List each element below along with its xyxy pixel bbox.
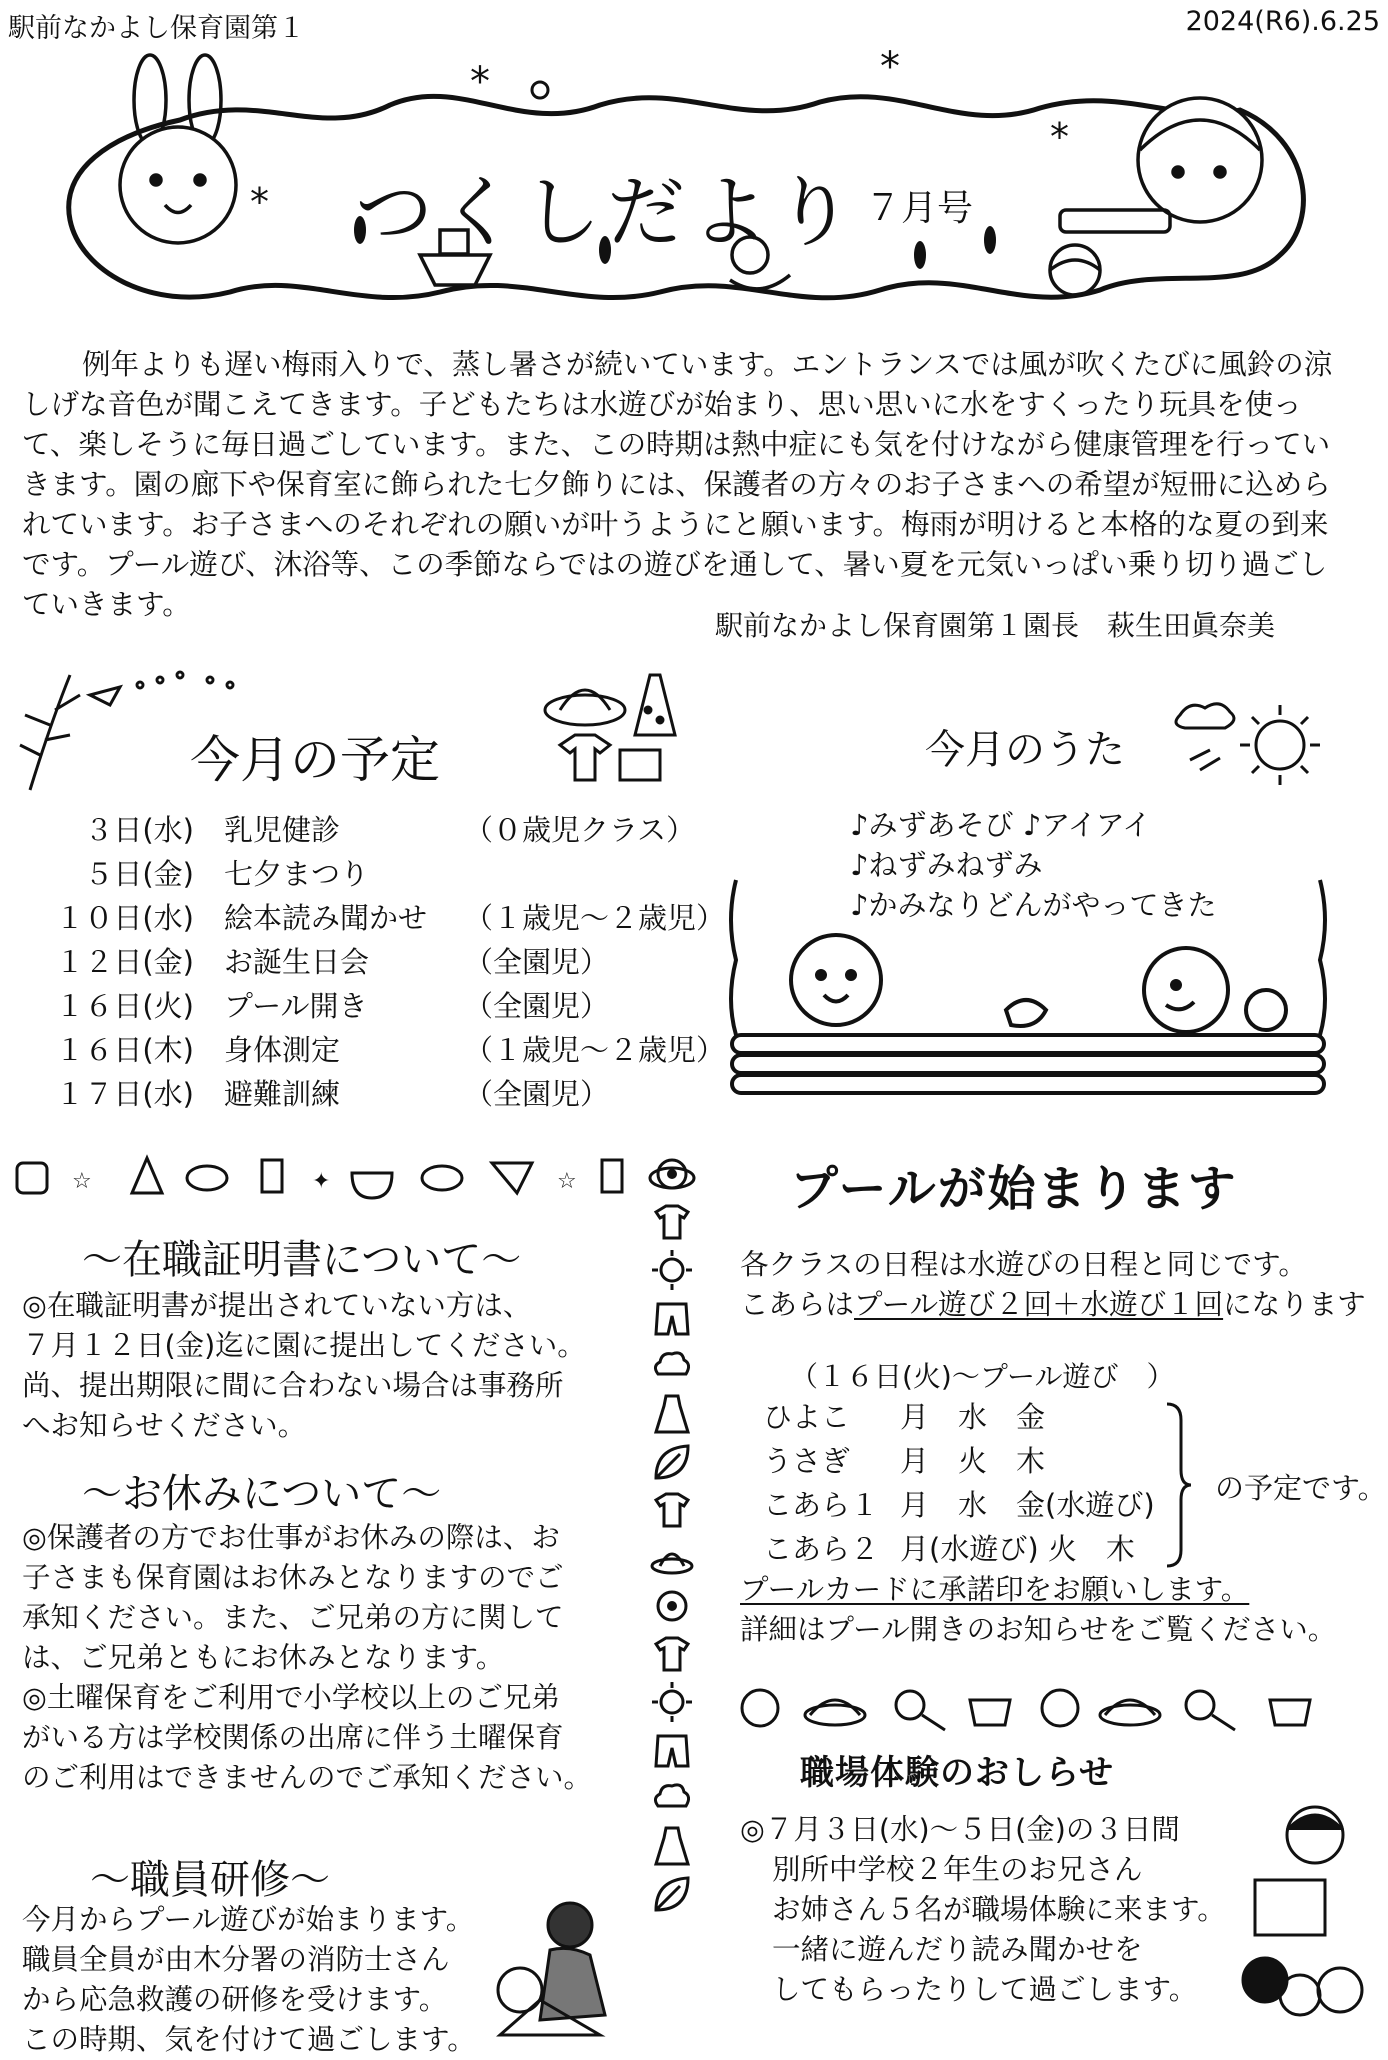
pool-illustration [726, 860, 1330, 1100]
shorts-icon [650, 1728, 694, 1772]
song-item: ♪ねずみねずみ [850, 848, 1043, 882]
decorative-border-icons [12, 1148, 702, 1208]
schedule-table [24, 808, 725, 1116]
schedule-row: １７日(水) 避難訓練 （全園児） [55, 1077, 610, 1111]
pool-intro: 各クラスの日程は水遊びの日程と同じです。 こあらはプール遊び２回＋水遊び１回になります [740, 1248, 1366, 1321]
song-item: ♪かみなりどんがやってきた [850, 888, 1217, 922]
training-heading: ～職員研修～ [90, 1857, 330, 1903]
child-waterplay-illustration [1060, 98, 1262, 232]
principal-signature: 駅前なかよし保育園第１園長 萩生田眞奈美 [715, 609, 1276, 642]
flower-icon [650, 1152, 694, 1196]
students-illustration [1225, 1800, 1375, 2030]
work-experience-body: ◎７月３日(水)～５日(金)の３日間 別所中学校２年生のお兄さん お姉さん５名が職場体験に来ます。 一緒に遊んだり読み聞かせを してもらったりして過ごします。 [740, 1813, 1226, 2006]
schedule-heading: 今月の予定 [190, 731, 440, 789]
schedule-row: １０日(水) 絵本読み聞かせ （１歳児～２歳児） [55, 901, 726, 935]
sun-small-icon [650, 1248, 694, 1292]
training-body: 今月からプール遊びが始まります。 職員全員が由木分署の消防士さん から応急救護の研修を受けます。 この時期、気を付けて過ごします。 [22, 1903, 476, 2056]
first-aid-illustration [480, 1895, 630, 2045]
pool-schedule-title: （１６日(火)～プール遊び ） [790, 1360, 1175, 1393]
summer-clothes-icon [540, 665, 690, 785]
schedule-row: １６日(火) プール開き （全園児） [55, 989, 610, 1023]
songs-heading: 今月のうた [925, 727, 1125, 773]
shirt-icon [650, 1488, 694, 1532]
schedule-row: ３日(水) 乳児健診 （０歳児クラス） [84, 813, 696, 847]
intro-paragraph: 例年よりも遅い梅雨入りで、蒸し暑さが続いています。エントランスでは風が吹くたびに風鈴の涼しげな音色が聞こえてきます。子どもたちは水遊びが始まり、思い思いに水をすくったり玩具を使って、楽しそうに毎日過ごしています。また、この時期は熱中症にも気を付けながら健康管理を行っていきます。園の廊下や保育室に飾られた七夕飾りには、保護者の方々のお子さまへの希望が短冊に込められています。お子さまへのそれぞれの願いが叶うようにと願います。梅雨が明けると本格的な夏の到来です。プール遊び、沐浴等、この季節ならではの遊びを通して、暑い夏を元気いっぱい乗り切り過ごしていきます。 [22, 348, 1333, 621]
pool-row: こあら１ 月 水 金(水遊び) [763, 1488, 1155, 1522]
decorative-hats-row [730, 1680, 1370, 1735]
sun-small-icon [650, 1680, 694, 1724]
cloud-icon [650, 1776, 694, 1820]
leaf-icon [650, 1872, 694, 1916]
schedule-row: １２日(金) お誕生日会 （全園児） [55, 945, 610, 979]
tshirt-icon [650, 1632, 694, 1676]
pool-class-schedule [763, 1395, 1167, 1571]
dress-icon [650, 1824, 694, 1868]
pool-row: ひよこ 月 水 金 [763, 1400, 1046, 1434]
rabbit-illustration [120, 55, 236, 243]
flower-icon [650, 1584, 694, 1628]
hat-icon [650, 1536, 694, 1580]
issue-number: ７月号 [865, 188, 974, 229]
svg-text:✦: ✦ [312, 1169, 331, 1194]
org-name: 駅前なかよし保育園第１ [8, 13, 305, 44]
absence-heading: ～お休みについて～ [82, 1471, 442, 1517]
svg-text:*: * [880, 44, 900, 90]
svg-text:*: * [250, 180, 269, 224]
employment-heading: ～在職証明書について～ [82, 1237, 522, 1283]
song-item: ♪みずあそび ♪アイアイ [850, 808, 1152, 842]
vertical-icon-column [650, 1152, 700, 1920]
issue-date: 2024(R6).6.25 [1185, 6, 1380, 37]
dress-icon [650, 1392, 694, 1436]
work-experience-heading: 職場体験のおしらせ [800, 1753, 1114, 1793]
employment-body: ◎在職証明書が提出されていない方は、 ７月１２日(金)迄に園に提出してください。 尚、提出期限に間に合わない場合は事務所 へお知らせください。 [22, 1289, 586, 1442]
cloud-icon [650, 1344, 694, 1388]
newsletter-title: つくしだより [355, 168, 860, 258]
schedule-row: ５日(金) 七夕まつり [84, 857, 370, 891]
svg-text:☆: ☆ [557, 1169, 577, 1194]
shorts-icon [650, 1296, 694, 1340]
pool-heading: プールが始まります [790, 1161, 1238, 1217]
svg-text:*: * [1050, 115, 1069, 159]
pool-row: こあら２ 月(水遊び) 火 木 [763, 1532, 1135, 1566]
sun-icon [1170, 690, 1330, 810]
leaf-icon [650, 1440, 694, 1484]
schedule-row: １６日(木) 身体測定 （１歳児～２歳児） [55, 1033, 726, 1067]
pool-schedule-note: の予定です。 [1215, 1471, 1387, 1505]
svg-text:☆: ☆ [72, 1169, 92, 1194]
schedule-brace [1163, 1400, 1193, 1570]
tshirt-icon [650, 1200, 694, 1244]
pool-row: うさぎ 月 火 木 [763, 1444, 1046, 1478]
svg-text:*: * [470, 59, 490, 105]
pool-notes: プールカードに承諾印をお願いします。 詳細はプール開きのお知らせをご覧ください。 [740, 1573, 1337, 1646]
absence-body: ◎保護者の方でお仕事がお休みの際は、お 子さまも保育園はお休みとなりますのでご 承知ください。また、ご兄弟の方に関して は、ご兄弟ともにお休みとなります。 ◎土曜保育をご利用で小学校以上のご兄弟 がいる方は学校関係の出席に伴う土曜保育 のご利用はできませんのでご承知ください。 [22, 1521, 593, 1794]
